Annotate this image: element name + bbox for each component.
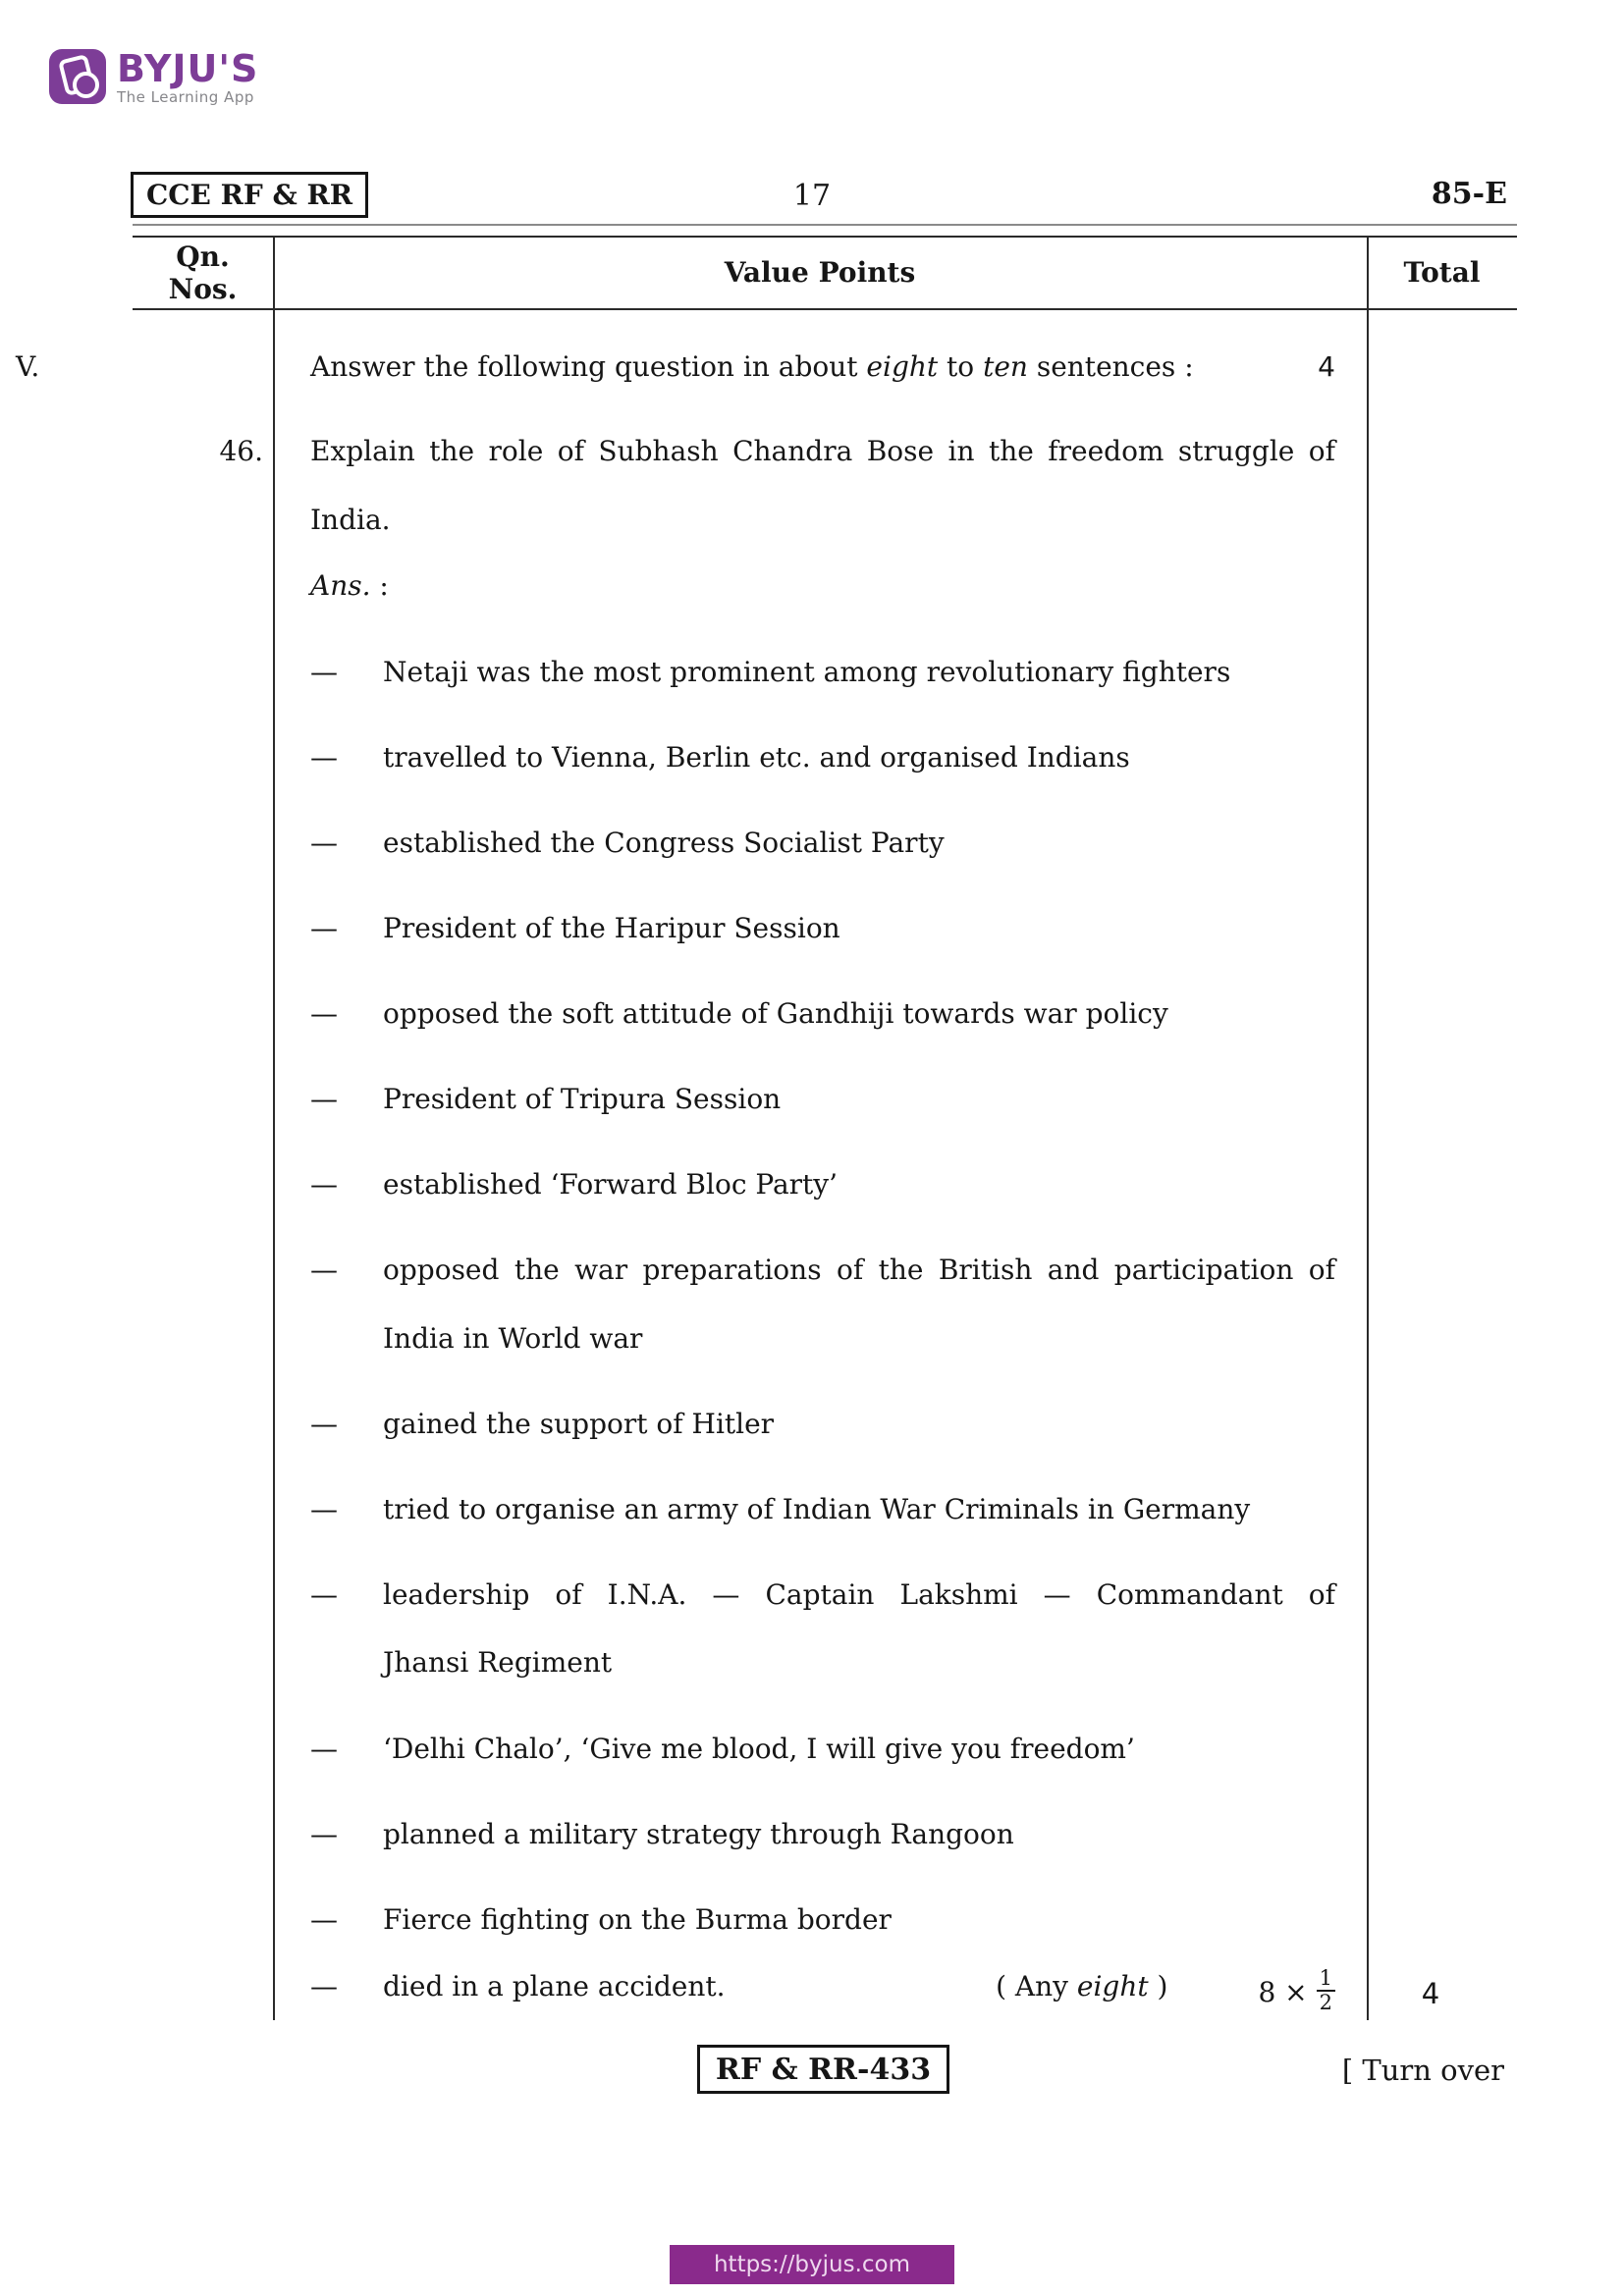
turn-over-note: [ Turn over <box>1341 2054 1504 2087</box>
bullet-text: died in a plane accident. <box>383 1970 726 2002</box>
bullet-row <box>0 655 1624 690</box>
bullet-text: leadership of I.N.A. — Captain Lakshmi — Commandant of <box>383 1578 1335 1611</box>
question-row-cont <box>0 503 1624 538</box>
bullet-dash: — <box>310 1083 338 1115</box>
table-top-rule-outer <box>133 224 1517 226</box>
byjus-url-link[interactable]: https://byjus.com <box>713 2252 911 2277</box>
byjus-logo-icon <box>49 49 106 104</box>
logo-b-bowl <box>73 72 99 98</box>
italic-ten: ten <box>983 350 1028 383</box>
bullet-text: opposed the war preparations of the British and participation of <box>383 1254 1335 1286</box>
answer-label: Ans. : <box>310 569 389 602</box>
bullet-dash: — <box>310 656 338 688</box>
bullet-dash: — <box>310 1970 338 2002</box>
bullet-text: planned a military strategy through Rangoon <box>383 1818 1014 1850</box>
brand-name: BYJU'S <box>117 47 259 90</box>
bullet-dash: — <box>310 1168 338 1201</box>
bullet-text: gained the support of Hitler <box>383 1408 775 1440</box>
byjus-logo <box>49 49 258 106</box>
bullet-dash: — <box>310 1903 338 1936</box>
bullet-text: established the Congress Socialist Party <box>383 827 945 859</box>
bullet-dash: — <box>310 912 338 944</box>
bullet-row <box>0 1492 1624 1527</box>
question-number: 46. <box>219 435 263 467</box>
column-header-total: Total <box>1403 256 1481 289</box>
bullet-dash: — <box>310 1578 338 1611</box>
bullet-text: ‘Delhi Chalo’, ‘Give me blood, I will give you freedom’ <box>383 1733 1135 1765</box>
answer-label-row <box>0 568 1624 604</box>
bullet-row <box>0 1253 1624 1288</box>
section-instruction <box>273 349 1367 385</box>
question-text-line1: Explain the role of Subhash Chandra Bose in the freedom struggle of <box>310 435 1335 467</box>
bullet-dash: — <box>310 827 338 859</box>
bullet-row <box>0 1902 1624 1938</box>
bullet-row <box>0 1817 1624 1852</box>
bullet-row <box>0 911 1624 946</box>
bullet-text: travelled to Vienna, Berlin etc. and organised Indians <box>383 741 1130 774</box>
bullet-text: India in World war <box>383 1322 643 1355</box>
bullet-text: established ‘Forward Bloc Party’ <box>383 1168 839 1201</box>
bullet-row <box>0 996 1624 1032</box>
bullet-row-cont <box>0 1645 1624 1681</box>
bullet-row-cont <box>0 1321 1624 1357</box>
paper-code: 85-E <box>1431 177 1507 211</box>
answer-content <box>0 308 1624 2016</box>
bullet-row <box>0 826 1624 861</box>
bullet-row <box>0 1732 1624 1767</box>
bullet-text: Netaji was the most prominent among revolutionary fighters <box>383 656 1231 688</box>
bullet-dash: — <box>310 1408 338 1440</box>
bullet-row <box>0 1082 1624 1117</box>
bullet-dash: — <box>310 1254 338 1286</box>
question-row <box>0 434 1624 469</box>
bullet-text: President of Tripura Session <box>383 1083 782 1115</box>
column-header-value-points: Value Points <box>724 256 916 289</box>
exam-scheme-badge: CCE RF & RR <box>131 172 368 218</box>
bullet-text: Fierce fighting on the Burma border <box>383 1903 892 1936</box>
page-number: 17 <box>792 179 832 213</box>
bullet-dash: — <box>310 1733 338 1765</box>
bullet-text: President of the Haripur Session <box>383 912 840 944</box>
section-number: V. <box>16 350 40 383</box>
qn-header-line2: Nos. <box>168 272 238 305</box>
bullet-dash: — <box>310 1493 338 1525</box>
bullet-row <box>0 740 1624 775</box>
bullet-row <box>0 1167 1624 1202</box>
logo-text <box>117 49 258 106</box>
bullet-row <box>0 1407 1624 1442</box>
bullet-dash: — <box>310 741 338 774</box>
instruction-text: Answer the following question in about eight to ten sentences : <box>310 350 1194 383</box>
italic-eight: eight <box>866 350 939 383</box>
qn-header-line1: Qn. <box>176 240 230 273</box>
section-row <box>0 349 1624 385</box>
question-text-line2: India. <box>310 504 391 536</box>
marks-expression: 8 × $\frac{1}{2}$ <box>1258 1969 1335 2016</box>
bullet-text: opposed the soft attitude of Gandhiji towards war policy <box>383 997 1168 1030</box>
column-header-qn-nos <box>133 237 273 308</box>
document-code-badge: RF & RR-433 <box>697 2045 949 2094</box>
bullet-text: Jhansi Regiment <box>383 1646 613 1679</box>
byjus-url-banner <box>670 2245 954 2284</box>
brand-tagline: The Learning App <box>117 88 254 106</box>
bullet-dash: — <box>310 997 338 1030</box>
bullet-dash: — <box>310 1818 338 1850</box>
bullet-row <box>0 1577 1624 1613</box>
section-marks: 4 <box>1318 350 1335 383</box>
half-fraction: $\frac{1}{2}$ <box>1317 1967 1335 2014</box>
any-eight-note: ( Any eight ) <box>996 1970 1168 2002</box>
total-marks: 4 <box>1421 1977 1440 2010</box>
bullet-text: tried to organise an army of Indian War Criminals in Germany <box>383 1493 1251 1525</box>
